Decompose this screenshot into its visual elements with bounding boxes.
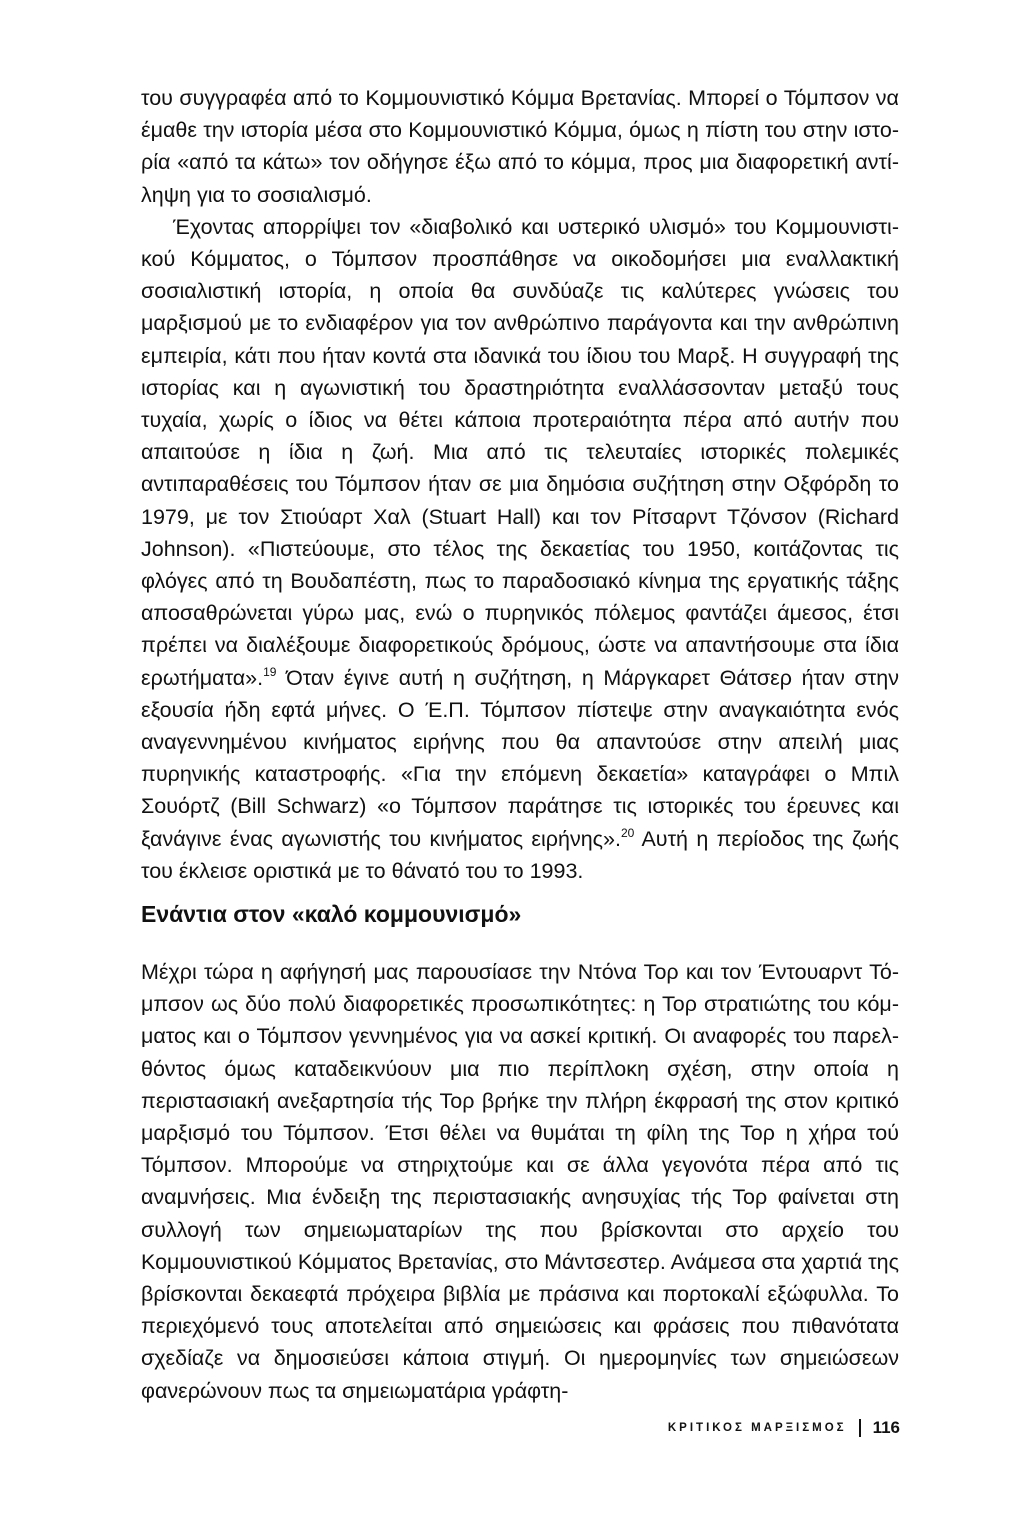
body-text-top (141, 82, 899, 887)
paragraph-tor-thompson: Μέχρι τώρα η αφήγησή μας παρουσίασε την Ντόνα Τορ και τον Έντουαρντ Τόμπσον ως δύο πολύ διαφορετικές προσωπικότητες: η Τορ στρατιώτης του κόμματος και ο Τόμπσον γεννημένος για να ασκεί κριτική. Οι αναφορές του παρελθόντος όμως καταδεικνύουν μια πιο περίπλοκη σχέση, στην οποία η περιστασιακή ανεξαρτησία τής Τορ βρήκε την πλήρη έκφρασή της στον κριτικό μαρξισμό του Τόμπσον. Έτσι θέλει να θυμάται τη φίλη της Τορ η χήρα τού Τόμπσον. Μπορούμε να στηριχτούμε και σε άλλα γεγονότα πέρα από τις αναμνήσεις. Μια ένδειξη της περιστασιακής ανησυχίας τής Τορ φαίνεται στη συλλογή των σημειωματαρίων της που βρίσκονται στο αρχείο του Κομμουνιστικού Κόμματος Βρετανίας, στο Μάντσεστερ. Ανάμεσα στα χαρτιά της βρίσκονται δεκαεφτά πρόχειρα βιβλία με πράσινα και πορτοκαλί εξώφυλλα. Το περιεχόμενό τους αποτελείται από σημειώσεις και φράσεις που πιθανότατα σχεδίαζε να δημοσιεύσει κάποια στιγμή. Οι ημερομηνίες των σημειώσεων φανερώνουν πως τα σημειωματάρια γράφτη- (141, 960, 899, 1403)
paragraph-text: Όταν έγινε αυτή η συζήτηση, η Μάργκαρετ Θάτσερ ήταν στην εξουσία ήδη εφτά μήνες. Ο Έ.Π. Τόμπσον πίστεψε στην αναγκαιότητα ενός αναγεννημένου κινήματος ειρήνης που θα απαντούσε στην απειλή μιας πυρηνικής καταστροφής. «Για την επόμενη δεκαετία» καταγράφει ο Μπιλ Σουόρτζ (Bill Schwarz) «ο Τόμπσον παράτησε τις ιστορικές του έρευνες και ξανάγινε ένας αγωνιστής του κινήματος ειρήνης». (141, 665, 899, 851)
paragraph-thompson-history (141, 211, 899, 887)
section-heading: Ενάντια στον «καλό κομμουνισμό» (141, 901, 522, 927)
paragraph-continuation: του συγγραφέα από το Κομμουνιστικό Κόμμα Βρετανίας. Μπορεί ο Τόμπσον να έμαθε την ιστορία μέσα στο Κομμουνιστικό Κόμμα, όμως η πίστη του στην ιστορία «από τα κάτω» τον οδήγησε έξω από το κόμμα, προς μια διαφορετική αντίληψη για το σοσιαλισμό. (141, 86, 899, 207)
paragraph-text: Έχοντας απορρίψει τον «διαβολικό και υστερικό υλισμό» του Κομμουνιστικού Κόμματος, ο Τόμπσον προσπάθησε να οικοδομήσει μια εναλλακτική σοσιαλιστική ιστορία, η οποία θα συνδύαζε τις καλύτερες γνώσεις του μαρξισμού με το ενδιαφέρον για τον ανθρώπινο παράγοντα και την ανθρώπινη εμπειρία, κάτι που ήταν κοντά στα ιδανικά του ίδιου του Μαρξ. Η συγγραφή της ιστορίας και η αγωνιστική του δραστηριότητα εναλλάσσονταν μεταξύ τους τυχαία, χωρίς ο ίδιος να θέτει κάποια προτεραιότητα πέρα από αυτήν που απαιτούσε η ίδια η ζωή. Μια από τις τελευταίες ιστορικές πολεμικές αντιπαραθέσεις του Τόμπσον ήταν σε μια δημόσια συζήτηση στην Οξφόρδη το 1979, με τον Στιούαρτ Χαλ (Stuart Hall) και τον Ρίτσαρντ Τζόνσον (Richard Johnson). «Πιστεύουμε, στο τέλος της δεκαετίας του 1950, κοιτάζοντας τις φλόγες από τη Βουδαπέστη, πως το παραδοσιακό κίνημα της εργατικής τάξης αποσαθρώνεται γύρω μας, ενώ ο πυρηνικός πόλεμος φαντάζει άμεσος, έτσι πρέπει να διαλέξουμε διαφορετικούς δρόμους, ώστε να απαντήσουμε στα ίδια ερωτήματα». (141, 214, 899, 690)
body-text-bottom (141, 956, 899, 1407)
running-title: ΚΡΙΤΙΚΟΣ ΜΑΡΞΙΣΜΟΣ (667, 1422, 847, 1434)
footnote-ref-19[interactable]: 19 (263, 664, 277, 679)
paragraph-text: Αυτή η περίοδος της ζωής του έκλεισε οριστικά με το θάνατό του το 1993. (141, 826, 899, 883)
page-number: 116 (872, 1418, 900, 1437)
page-footer (560, 1414, 900, 1442)
footer-divider (859, 1419, 861, 1437)
footnote-ref-20[interactable]: 20 (620, 825, 635, 840)
